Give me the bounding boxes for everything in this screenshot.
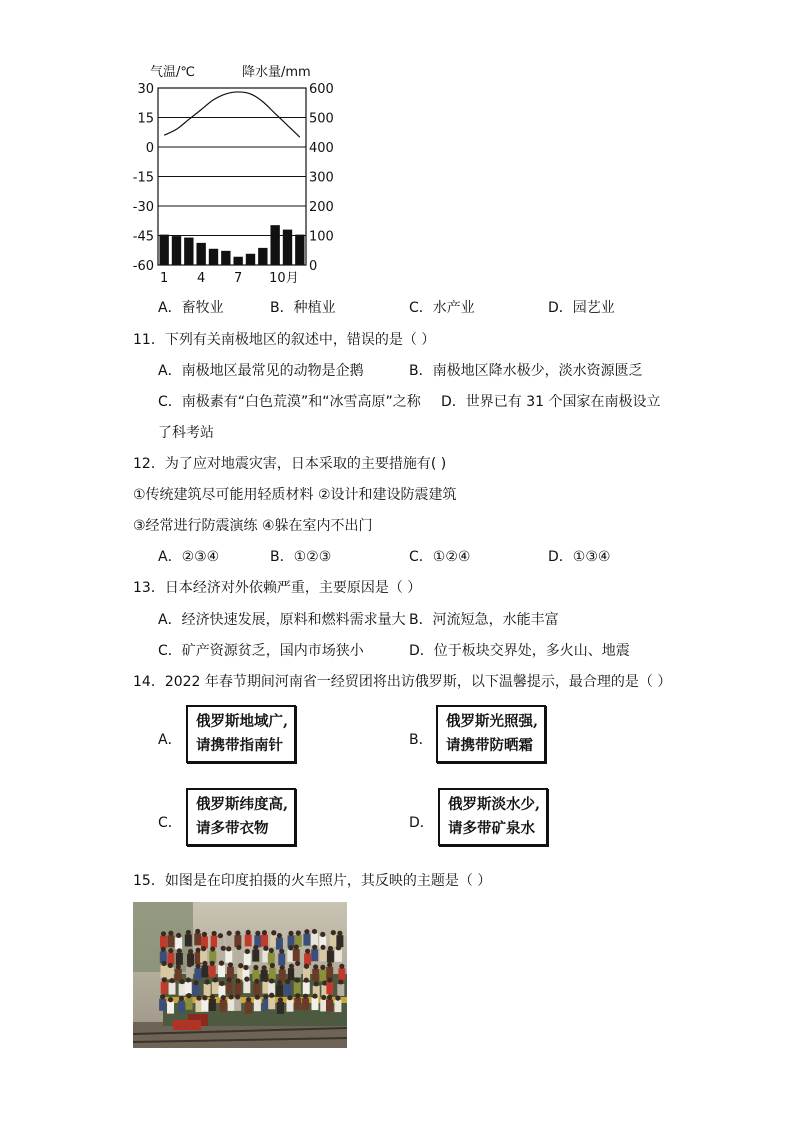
person-head — [180, 979, 185, 984]
person-head — [331, 930, 336, 935]
person-head — [161, 931, 166, 936]
person-head — [221, 995, 226, 1000]
person-figure — [178, 1001, 185, 1013]
person-head — [226, 946, 231, 951]
temp-tick-label: -15 — [132, 170, 154, 186]
person-head — [312, 945, 317, 950]
temp-tick-labels — [133, 82, 154, 274]
person-head — [312, 929, 317, 934]
x-tick-labels — [160, 271, 299, 286]
person-head — [238, 963, 243, 968]
person-head — [229, 994, 234, 999]
person-head — [320, 965, 325, 970]
precip-tick-label: 200 — [309, 200, 334, 215]
person-head — [195, 948, 200, 953]
person-head — [168, 963, 173, 968]
person-head — [320, 932, 325, 937]
person-head — [253, 945, 258, 950]
option-text: ②③④ — [181, 549, 220, 565]
person-figure — [312, 969, 319, 981]
person-figure — [209, 965, 216, 977]
person-head — [263, 994, 268, 999]
temp-tick-label: -45 — [132, 229, 154, 245]
q14-card-c[interactable] — [186, 788, 296, 846]
person-figure — [245, 934, 252, 946]
person-head — [328, 946, 333, 951]
person-figure — [228, 999, 235, 1011]
person-head — [295, 978, 300, 983]
precip-bar — [233, 257, 242, 265]
precip-bar — [270, 225, 279, 265]
person-head — [337, 931, 342, 936]
option-letter: B． — [270, 300, 294, 316]
person-head — [245, 949, 250, 954]
option-text: ①③④ — [572, 549, 611, 565]
person-head — [161, 961, 166, 966]
person-head — [312, 993, 317, 998]
person-head — [195, 929, 200, 934]
person-figure — [160, 936, 167, 948]
temperature-curve — [164, 92, 300, 137]
person-head — [236, 978, 241, 983]
person-head — [205, 979, 210, 984]
person-head — [161, 947, 166, 952]
card-line: 请多带衣物 — [196, 820, 269, 837]
q13-option-c[interactable]: C．矿产资源贫乏，国内市场狭小 — [158, 643, 364, 659]
person-figure — [335, 950, 342, 962]
card-line: 请携带防晒霜 — [446, 737, 533, 754]
person-figure — [194, 968, 201, 980]
temp-tick-label: 15 — [137, 111, 154, 127]
person-figure — [185, 934, 192, 946]
person-head — [226, 977, 231, 982]
precip-tick-labels — [309, 82, 334, 274]
q14-card-b[interactable] — [436, 705, 546, 763]
person-head — [210, 946, 215, 951]
person-head — [219, 981, 224, 986]
q13-option-a[interactable]: A．经济快速发展，原料和燃料需求量大 — [158, 612, 406, 628]
person-figure — [176, 953, 183, 965]
person-head — [169, 978, 174, 983]
precip-bar — [246, 254, 255, 265]
person-head — [269, 993, 274, 998]
q15-stem: 15．如图是在印度拍摄的火车照片，其反映的主题是（ ） — [133, 873, 492, 889]
person-figure — [269, 967, 276, 979]
person-figure — [220, 1000, 227, 1012]
person-head — [195, 964, 200, 969]
person-figure — [167, 967, 174, 979]
q14-card-d[interactable] — [438, 788, 548, 846]
q10-option-a[interactable] — [158, 297, 224, 317]
option-letter: A． — [158, 300, 182, 316]
person-head — [168, 948, 173, 953]
person-figure — [225, 951, 232, 963]
person-figure — [330, 935, 337, 947]
q11-option-c[interactable]: C．南极素有“白色荒漠”和“冰雪高原”之称 — [158, 394, 421, 410]
precip-bar — [209, 249, 218, 265]
option-letter: C． — [409, 300, 433, 316]
precip-tick-label: 400 — [309, 141, 334, 156]
person-head — [160, 994, 165, 999]
option-letter: C． — [409, 549, 433, 565]
person-head — [314, 981, 319, 986]
q12-statements-2: ③经常进行防震演练 ④躲在室内不出门 — [133, 518, 373, 534]
x-tick-label: 7 — [234, 271, 243, 286]
temp-axis-label: 气温/℃ — [150, 65, 195, 80]
person-figure — [303, 982, 310, 994]
person-head — [228, 962, 233, 967]
precip-bar — [196, 243, 205, 265]
q12-stem: 12．为了应对地震灾害，日本采取的主要措施有( ) — [133, 456, 447, 472]
person-figure — [235, 983, 242, 995]
person-head — [177, 948, 182, 953]
person-head — [202, 932, 207, 937]
q12-statements-1: ①传统建筑尽可能用轻质材料 ②设计和建设防震建筑 — [133, 487, 457, 503]
q11-option-b[interactable]: B．南极地区降水极少，淡水资源匮乏 — [409, 363, 643, 379]
precip-tick-label: 500 — [309, 111, 334, 127]
person-head — [269, 978, 274, 983]
person-head — [168, 997, 173, 1002]
q11-option-a[interactable]: A．南极地区最常见的动物是企鹅 — [158, 363, 364, 379]
q14-option-c-letter[interactable]: C． — [158, 815, 182, 831]
precip-tick-label: 100 — [309, 229, 334, 245]
precip-tick-label: 300 — [309, 170, 334, 186]
person-figure — [186, 967, 193, 979]
q10-option-d[interactable] — [548, 297, 615, 317]
person-figure — [234, 999, 241, 1011]
person-figure — [201, 965, 208, 977]
person-figure — [327, 950, 334, 962]
person-figure — [211, 935, 218, 947]
person-head — [246, 997, 251, 1002]
person-figure — [326, 982, 333, 994]
person-head — [320, 945, 325, 950]
person-head — [210, 961, 215, 966]
person-figure — [326, 967, 333, 979]
person-figure — [186, 998, 193, 1010]
person-head — [339, 964, 344, 969]
person-head — [263, 946, 268, 951]
climate-chart — [128, 58, 334, 288]
person-head — [255, 995, 260, 1000]
person-figure — [185, 982, 192, 994]
person-head — [236, 945, 241, 950]
person-figure — [261, 935, 268, 947]
person-head — [221, 946, 226, 951]
person-head — [162, 977, 167, 982]
person-figure — [284, 984, 291, 996]
person-head — [277, 980, 282, 985]
precip-bar — [159, 235, 168, 265]
person-head — [263, 977, 268, 982]
precip-tick-label: 0 — [309, 259, 318, 274]
person-head — [335, 995, 340, 1000]
person-figure — [293, 949, 300, 961]
person-figure — [294, 965, 301, 977]
person-head — [218, 933, 223, 938]
option-text: ①②④ — [432, 549, 471, 565]
person-head — [179, 996, 184, 1001]
precip-axis-label: 降水量/mm — [242, 65, 311, 80]
person-head — [304, 929, 309, 934]
q13-option-b[interactable]: B．河流短急，水能丰富 — [409, 612, 559, 628]
person-head — [294, 945, 299, 950]
person-figure — [279, 970, 286, 982]
person-head — [327, 995, 332, 1000]
train-photo — [133, 902, 347, 1048]
person-figure — [159, 999, 166, 1011]
person-figure — [245, 1002, 252, 1014]
person-head — [296, 930, 301, 935]
option-text: 种植业 — [293, 300, 336, 316]
option-letter: A． — [158, 549, 182, 565]
q13-stem: 13．日本经济对外依赖严重，主要原因是（ ） — [133, 580, 422, 596]
person-figure — [278, 953, 285, 965]
person-figure — [167, 1002, 174, 1014]
person-figure — [209, 999, 216, 1011]
person-head — [235, 994, 240, 999]
card-line: 俄罗斯淡水少, — [448, 796, 541, 813]
person-figure — [175, 969, 182, 981]
person-head — [187, 962, 192, 967]
person-figure — [226, 982, 233, 994]
person-head — [227, 931, 232, 936]
person-figure — [179, 984, 186, 996]
precip-bar — [258, 248, 267, 265]
temp-tick-label: 30 — [137, 82, 154, 97]
person-head — [327, 962, 332, 967]
person-head — [188, 949, 193, 954]
temp-tick-label: 0 — [145, 141, 154, 156]
person-head — [289, 964, 294, 969]
person-head — [295, 961, 300, 966]
card-line: 俄罗斯纬度高, — [196, 796, 289, 813]
person-figure — [175, 937, 182, 949]
person-head — [280, 965, 285, 970]
person-head — [278, 997, 283, 1002]
person-head — [295, 993, 300, 998]
person-figure — [302, 998, 309, 1010]
person-head — [186, 930, 191, 935]
person-figure — [169, 983, 176, 995]
person-head — [176, 964, 181, 969]
precip-bar — [283, 230, 292, 265]
person-figure — [194, 933, 201, 945]
gridlines — [158, 118, 306, 236]
q10-option-b[interactable] — [270, 297, 336, 317]
person-figure — [253, 983, 260, 995]
person-head — [327, 977, 332, 982]
person-head — [210, 994, 215, 999]
person-figure — [319, 969, 326, 981]
person-head — [235, 930, 240, 935]
q11-stem: 11．下列有关南极地区的叙述中，错误的是（ ） — [133, 332, 436, 348]
person-head — [321, 995, 326, 1000]
person-head — [304, 964, 309, 969]
person-head — [196, 995, 201, 1000]
person-figure — [276, 985, 283, 997]
x-tick-label: 1 — [160, 271, 169, 286]
person-figure — [303, 934, 310, 946]
q10-option-c[interactable] — [409, 297, 475, 317]
person-head — [213, 977, 218, 982]
option-letter: D． — [548, 300, 573, 316]
precipitation-bars — [159, 225, 304, 265]
person-figure — [204, 984, 211, 996]
person-figure — [277, 1002, 284, 1014]
card-line: 俄罗斯光照强, — [446, 713, 539, 730]
person-head — [269, 948, 274, 953]
option-letter: D． — [548, 549, 573, 565]
person-figure — [338, 968, 345, 980]
person-head — [262, 965, 267, 970]
precip-bar — [172, 236, 181, 265]
person-head — [288, 945, 293, 950]
person-head — [288, 931, 293, 936]
crowded-train-illustration — [133, 902, 347, 1048]
person-figure — [254, 999, 261, 1011]
person-head — [168, 931, 173, 936]
person-head — [270, 963, 275, 968]
q14-option-b-letter[interactable]: B． — [409, 732, 433, 748]
q13-option-d[interactable]: D．位于板块交界处，多火山、地震 — [409, 643, 630, 659]
precip-tick-label: 600 — [309, 82, 334, 97]
q11-option-d[interactable]: D．世界已有 31 个国家在南极设立 — [441, 394, 661, 410]
person-head — [285, 979, 290, 984]
q12-option-a[interactable] — [158, 546, 219, 566]
x-tick-label: 10月 — [269, 271, 299, 286]
person-figure — [311, 949, 318, 961]
person-figure — [243, 981, 250, 993]
person-head — [243, 965, 248, 970]
person-head — [193, 980, 198, 985]
precip-bar — [221, 251, 230, 265]
person-figure — [268, 953, 275, 965]
precip-bar — [184, 238, 193, 265]
q11-option-d-continued: 了科考站 — [158, 425, 214, 441]
person-figure — [286, 1000, 293, 1012]
q12-option-b[interactable] — [270, 546, 331, 566]
temp-tick-label: -60 — [132, 259, 154, 274]
person-head — [219, 961, 224, 966]
person-figure — [336, 935, 343, 947]
person-figure — [235, 949, 242, 961]
person-head — [279, 949, 284, 954]
person-head — [176, 933, 181, 938]
person-figure — [337, 984, 344, 996]
person-head — [201, 946, 206, 951]
person-figure — [294, 998, 301, 1010]
person-figure — [276, 938, 283, 950]
person-head — [271, 930, 276, 935]
person-figure — [294, 982, 301, 994]
person-figure — [218, 965, 225, 977]
person-head — [212, 931, 217, 936]
person-figure — [334, 1000, 341, 1012]
person-figure — [167, 935, 174, 947]
card-line: 请携带指南针 — [196, 737, 283, 754]
person-head — [336, 945, 341, 950]
precip-bar — [295, 235, 304, 265]
person-figure — [304, 953, 311, 965]
person-head — [262, 930, 267, 935]
person-figure — [226, 935, 233, 947]
option-text: 畜牧业 — [181, 300, 224, 316]
person-figure — [227, 967, 234, 979]
person-head — [305, 949, 310, 954]
person-head — [246, 930, 251, 935]
x-tick-label: 4 — [197, 271, 206, 286]
option-text: 园艺业 — [572, 300, 615, 316]
person-head — [186, 977, 191, 982]
person-figure — [161, 982, 168, 994]
option-text: ①②③ — [293, 549, 332, 565]
person-head — [253, 965, 258, 970]
person-figure — [288, 968, 295, 980]
option-letter: B． — [270, 549, 294, 565]
person-figure — [311, 933, 318, 945]
person-head — [186, 993, 191, 998]
q12-option-d[interactable] — [548, 546, 610, 566]
person-figure — [320, 949, 327, 961]
option-text: 水产业 — [432, 300, 475, 316]
person-figure — [193, 985, 200, 997]
temp-tick-label: -30 — [132, 200, 154, 215]
q14-option-a-letter[interactable]: A． — [158, 732, 182, 748]
person-head — [202, 995, 207, 1000]
person-figure — [212, 982, 219, 994]
person-figure — [268, 997, 275, 1009]
person-head — [202, 961, 207, 966]
person-head — [254, 979, 259, 984]
person-figure — [311, 998, 318, 1010]
person-head — [338, 979, 343, 984]
person-head — [303, 994, 308, 999]
person-head — [287, 995, 292, 1000]
person-figure — [326, 999, 333, 1011]
person-head — [255, 931, 260, 936]
q14-option-d-letter[interactable]: D． — [409, 815, 434, 831]
card-line: 请多带矿泉水 — [448, 820, 535, 837]
person-head — [277, 933, 282, 938]
person-head — [304, 978, 309, 983]
person-head — [244, 977, 249, 982]
q12-option-c[interactable] — [409, 546, 470, 566]
person-head — [313, 964, 318, 969]
q14-card-a[interactable] — [186, 705, 296, 763]
person-figure — [200, 951, 207, 963]
card-line: 俄罗斯地域广, — [196, 713, 289, 730]
person-figure — [201, 1000, 208, 1012]
person-figure — [160, 965, 167, 977]
person-figure — [252, 950, 259, 962]
person-figure — [244, 953, 251, 965]
q14-stem: 14．2022 年春节期间河南省一经贸团将出访俄罗斯，以下温馨提示，最合理的是（ ） — [133, 674, 672, 690]
